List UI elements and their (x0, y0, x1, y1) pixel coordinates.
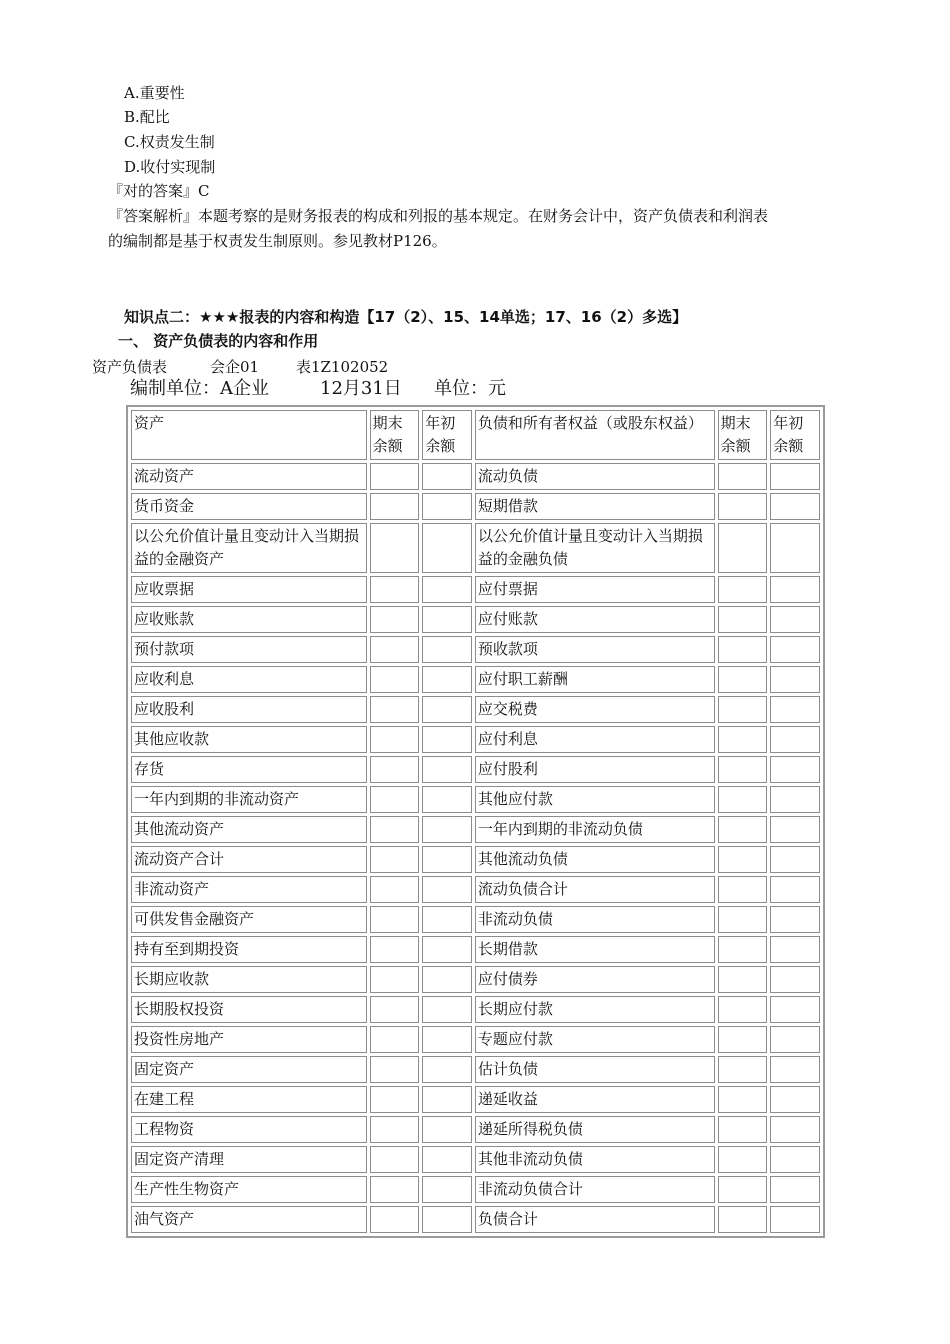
liability-item: 其他非流动负债 (475, 1146, 715, 1173)
asset-beginning-balance (422, 726, 472, 753)
liability-item: 递延所得税负债 (475, 1116, 715, 1143)
asset-beginning-balance (422, 756, 472, 783)
liability-item: 应付账款 (475, 606, 715, 633)
asset-item: 流动资产合计 (131, 846, 367, 873)
liability-ending-balance (718, 1146, 768, 1173)
asset-ending-balance (370, 1176, 420, 1203)
table-row (131, 756, 820, 783)
liability-beginning-balance (770, 816, 820, 843)
asset-beginning-balance (422, 493, 472, 520)
liability-ending-balance (718, 1116, 768, 1143)
asset-item: 工程物资 (131, 1116, 367, 1143)
asset-ending-balance (370, 1116, 420, 1143)
asset-item: 其他应收款 (131, 726, 367, 753)
liability-item: 估计负债 (475, 1056, 715, 1083)
table-row (131, 786, 820, 813)
table-row (131, 576, 820, 603)
liability-beginning-balance (770, 906, 820, 933)
table-row (131, 936, 820, 963)
liability-beginning-balance (770, 846, 820, 873)
liability-ending-balance (718, 726, 768, 753)
asset-beginning-balance (422, 1086, 472, 1113)
table-row (131, 876, 820, 903)
knowledge-point-title: 知识点二：★★★报表的内容和构造【17（2）、15、14单选；17、16（2）多选】 (124, 308, 688, 326)
asset-item: 应收票据 (131, 576, 367, 603)
liability-ending-balance (718, 1176, 768, 1203)
table-row (131, 1206, 820, 1233)
asset-beginning-balance (422, 816, 472, 843)
liability-ending-balance (718, 1026, 768, 1053)
table-row (131, 906, 820, 933)
asset-ending-balance (370, 636, 420, 663)
table-row (131, 493, 820, 520)
asset-ending-balance (370, 493, 420, 520)
asset-item: 一年内到期的非流动资产 (131, 786, 367, 813)
liability-ending-balance (718, 816, 768, 843)
liability-item: 流动负债合计 (475, 876, 715, 903)
liability-beginning-balance (770, 1026, 820, 1053)
liability-beginning-balance (770, 523, 820, 573)
liability-item: 短期借款 (475, 493, 715, 520)
asset-item: 持有至到期投资 (131, 936, 367, 963)
liability-item: 其他流动负债 (475, 846, 715, 873)
asset-ending-balance (370, 606, 420, 633)
asset-beginning-balance (422, 606, 472, 633)
asset-ending-balance (370, 696, 420, 723)
asset-ending-balance (370, 846, 420, 873)
asset-ending-balance (370, 726, 420, 753)
asset-item: 其他流动资产 (131, 816, 367, 843)
liability-item: 应付职工薪酬 (475, 666, 715, 693)
asset-beginning-balance (422, 696, 472, 723)
liability-item: 应付利息 (475, 726, 715, 753)
liability-beginning-balance (770, 1206, 820, 1233)
liability-ending-balance (718, 523, 768, 573)
option-a: A.重要性 (124, 84, 185, 102)
asset-ending-balance (370, 936, 420, 963)
header-ending-balance-2: 期末余额 (718, 410, 768, 460)
asset-ending-balance (370, 1086, 420, 1113)
liability-item: 专题应付款 (475, 1026, 715, 1053)
table-row (131, 1116, 820, 1143)
asset-beginning-balance (422, 523, 472, 573)
liability-beginning-balance (770, 726, 820, 753)
liability-beginning-balance (770, 463, 820, 490)
liability-ending-balance (718, 493, 768, 520)
liability-ending-balance (718, 906, 768, 933)
asset-beginning-balance (422, 846, 472, 873)
liability-beginning-balance (770, 876, 820, 903)
asset-item: 应收账款 (131, 606, 367, 633)
liability-beginning-balance (770, 1056, 820, 1083)
liability-item: 应付债券 (475, 966, 715, 993)
liability-ending-balance (718, 966, 768, 993)
asset-ending-balance (370, 1206, 420, 1233)
analysis-line-2: 的编制都是基于权责发生制原则。参见教材P126。 (108, 232, 447, 250)
section-title: 一、 资产负债表的内容和作用 (118, 332, 319, 350)
analysis-line-1: 『答案解析』本题考察的是财务报表的构成和列报的基本规定。在财务会计中，资产负债表和利润表 (108, 207, 769, 225)
table-row (131, 726, 820, 753)
table-row (131, 636, 820, 663)
asset-ending-balance (370, 906, 420, 933)
asset-beginning-balance (422, 636, 472, 663)
asset-item: 投资性房地产 (131, 1026, 367, 1053)
liability-item: 一年内到期的非流动负债 (475, 816, 715, 843)
asset-ending-balance (370, 876, 420, 903)
liability-item: 预收款项 (475, 636, 715, 663)
answer-text: 『对的答案』C (108, 182, 210, 200)
liability-item: 以公允价值计量且变动计入当期损益的金融负债 (475, 523, 715, 573)
option-c: C.权责发生制 (124, 133, 215, 151)
liability-ending-balance (718, 846, 768, 873)
liability-ending-balance (718, 1206, 768, 1233)
liability-beginning-balance (770, 606, 820, 633)
asset-ending-balance (370, 1026, 420, 1053)
table-header-row (131, 410, 820, 460)
asset-beginning-balance (422, 906, 472, 933)
liability-beginning-balance (770, 1176, 820, 1203)
liability-ending-balance (718, 996, 768, 1023)
option-d: D.收付实现制 (124, 158, 216, 176)
header-beginning-balance: 年初余额 (422, 410, 472, 460)
table-row (131, 996, 820, 1023)
liability-beginning-balance (770, 696, 820, 723)
asset-beginning-balance (422, 1056, 472, 1083)
asset-beginning-balance (422, 966, 472, 993)
table-row (131, 1026, 820, 1053)
liability-beginning-balance (770, 636, 820, 663)
liability-item: 流动负债 (475, 463, 715, 490)
liability-item: 应付票据 (475, 576, 715, 603)
asset-item: 固定资产清理 (131, 1146, 367, 1173)
liability-item: 非流动负债 (475, 906, 715, 933)
asset-item: 预付款项 (131, 636, 367, 663)
liability-item: 递延收益 (475, 1086, 715, 1113)
header-beginning-balance-2: 年初余额 (770, 410, 820, 460)
asset-beginning-balance (422, 1116, 472, 1143)
table-row (131, 606, 820, 633)
liability-ending-balance (718, 463, 768, 490)
asset-item: 长期股权投资 (131, 996, 367, 1023)
asset-item: 流动资产 (131, 463, 367, 490)
liability-ending-balance (718, 636, 768, 663)
table-row (131, 816, 820, 843)
liability-beginning-balance (770, 666, 820, 693)
liability-item: 长期借款 (475, 936, 715, 963)
table-row (131, 696, 820, 723)
liability-ending-balance (718, 606, 768, 633)
asset-ending-balance (370, 966, 420, 993)
unit-label: 单位：元 (434, 378, 506, 399)
date-label: 12月31日 (320, 378, 402, 399)
asset-beginning-balance (422, 666, 472, 693)
liability-item: 非流动负债合计 (475, 1176, 715, 1203)
header-assets: 资产 (131, 410, 367, 460)
liability-ending-balance (718, 1086, 768, 1113)
asset-beginning-balance (422, 1026, 472, 1053)
asset-item: 存货 (131, 756, 367, 783)
asset-ending-balance (370, 756, 420, 783)
liability-ending-balance (718, 666, 768, 693)
liability-beginning-balance (770, 966, 820, 993)
asset-ending-balance (370, 1056, 420, 1083)
table-row (131, 1146, 820, 1173)
table-row (131, 966, 820, 993)
liability-item: 应付股利 (475, 756, 715, 783)
liability-beginning-balance (770, 996, 820, 1023)
asset-item: 可供发售金融资产 (131, 906, 367, 933)
liability-beginning-balance (770, 1086, 820, 1113)
asset-beginning-balance (422, 463, 472, 490)
form-code: 会企01 (210, 358, 260, 376)
asset-item: 生产性生物资产 (131, 1176, 367, 1203)
asset-beginning-balance (422, 936, 472, 963)
liability-beginning-balance (770, 1146, 820, 1173)
asset-item: 以公允价值计量且变动计入当期损益的金融资产 (131, 523, 367, 573)
liability-beginning-balance (770, 576, 820, 603)
asset-beginning-balance (422, 1206, 472, 1233)
asset-item: 长期应收款 (131, 966, 367, 993)
asset-ending-balance (370, 463, 420, 490)
asset-beginning-balance (422, 786, 472, 813)
asset-ending-balance (370, 996, 420, 1023)
asset-beginning-balance (422, 996, 472, 1023)
table-number: 表1Z102052 (296, 358, 389, 376)
table-row (131, 846, 820, 873)
table-row (131, 1176, 820, 1203)
asset-item: 应收利息 (131, 666, 367, 693)
asset-item: 应收股利 (131, 696, 367, 723)
table-row (131, 1056, 820, 1083)
balance-sheet-table (126, 405, 825, 1238)
liability-ending-balance (718, 876, 768, 903)
asset-beginning-balance (422, 576, 472, 603)
liability-item: 应交税费 (475, 696, 715, 723)
liability-beginning-balance (770, 936, 820, 963)
table-row (131, 523, 820, 573)
asset-item: 非流动资产 (131, 876, 367, 903)
liability-ending-balance (718, 756, 768, 783)
asset-item: 在建工程 (131, 1086, 367, 1113)
asset-ending-balance (370, 576, 420, 603)
asset-ending-balance (370, 523, 420, 573)
liability-item: 长期应付款 (475, 996, 715, 1023)
header-ending-balance: 期末余额 (370, 410, 420, 460)
asset-beginning-balance (422, 1146, 472, 1173)
liability-ending-balance (718, 576, 768, 603)
liability-item: 其他应付款 (475, 786, 715, 813)
asset-beginning-balance (422, 876, 472, 903)
table-row (131, 1086, 820, 1113)
asset-item: 固定资产 (131, 1056, 367, 1083)
asset-ending-balance (370, 1146, 420, 1173)
liability-item: 负债合计 (475, 1206, 715, 1233)
form-name: 资产负债表 (92, 358, 168, 376)
asset-beginning-balance (422, 1176, 472, 1203)
table-row (131, 666, 820, 693)
table-row (131, 463, 820, 490)
liability-ending-balance (718, 786, 768, 813)
company-label: 编制单位：A企业 (130, 378, 269, 399)
asset-ending-balance (370, 666, 420, 693)
asset-ending-balance (370, 816, 420, 843)
option-b: B.配比 (124, 108, 170, 126)
liability-ending-balance (718, 936, 768, 963)
header-liabilities-equity: 负债和所有者权益（或股东权益） (475, 410, 715, 460)
liability-beginning-balance (770, 786, 820, 813)
asset-item: 油气资产 (131, 1206, 367, 1233)
liability-beginning-balance (770, 493, 820, 520)
liability-ending-balance (718, 696, 768, 723)
liability-beginning-balance (770, 756, 820, 783)
liability-beginning-balance (770, 1116, 820, 1143)
liability-ending-balance (718, 1056, 768, 1083)
asset-item: 货币资金 (131, 493, 367, 520)
asset-ending-balance (370, 786, 420, 813)
